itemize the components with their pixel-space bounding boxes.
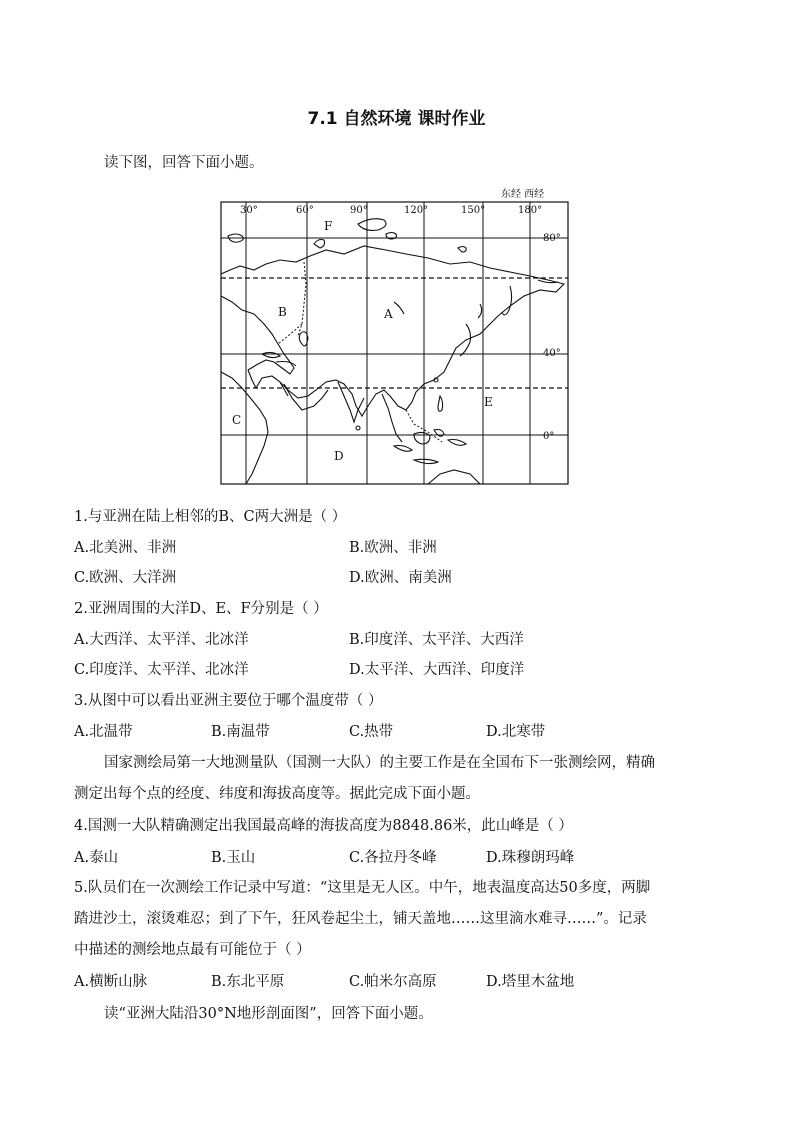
question-2-option-b[interactable]: B.印度洋、太平洋、大西洋 bbox=[349, 632, 524, 648]
question-5-stem-line-1: 5.队员们在一次测绘工作记录中写道：“这里是无人区。中午，地表温度高达50多度，两脚 bbox=[74, 880, 651, 896]
lat-label-0: 0° bbox=[543, 431, 555, 442]
question-3-option-c[interactable]: C.热带 bbox=[349, 724, 394, 740]
question-3-stem: 3.从图中可以看出亚洲主要位于哪个温度带（ ） bbox=[74, 693, 383, 709]
question-5-option-c[interactable]: C.帕米尔高原 bbox=[349, 974, 437, 990]
region-label-d: D bbox=[334, 449, 344, 463]
lon-label-150: 150° bbox=[461, 205, 486, 216]
question-4-option-c[interactable]: C.各拉丹冬峰 bbox=[349, 850, 437, 866]
question-1-option-b[interactable]: B.欧洲、非洲 bbox=[349, 540, 437, 556]
lon-label-180: 180° bbox=[518, 205, 543, 216]
hemisphere-label: 东经 西经 bbox=[501, 189, 545, 200]
intro-text: 读下图，回答下面小题。 bbox=[104, 155, 264, 171]
lon-label-90: 90° bbox=[350, 205, 368, 216]
question-5-stem-line-3: 中描述的测绘地点最有可能位于（ ） bbox=[74, 942, 311, 958]
question-5-option-d[interactable]: D.塔里木盆地 bbox=[486, 974, 575, 990]
lat-label-80: 80° bbox=[543, 233, 561, 244]
lat-label-40: 40° bbox=[543, 348, 561, 359]
intro-text-3: 读“亚洲大陆沿30°N地形剖面图”，回答下面小题。 bbox=[104, 1006, 433, 1022]
question-2-stem: 2.亚洲周围的大洋D、E、F分别是（ ） bbox=[74, 601, 328, 617]
region-label-a: A bbox=[384, 307, 393, 321]
question-2-option-a[interactable]: A.大西洋、太平洋、北冰洋 bbox=[74, 632, 249, 648]
region-label-c: C bbox=[232, 413, 242, 427]
asia-map-figure bbox=[218, 184, 573, 486]
question-5-option-b[interactable]: B.东北平原 bbox=[211, 974, 285, 990]
question-4-option-a[interactable]: A.泰山 bbox=[74, 850, 119, 866]
question-3-option-a[interactable]: A.北温带 bbox=[74, 724, 133, 740]
question-4-stem: 4.国测一大队精确测定出我国最高峰的海拔高度为8848.86米，此山峰是（ ） bbox=[74, 818, 573, 834]
passage-2-line-2: 测定出每个点的经度、纬度和海拔高度等。据此完成下面小题。 bbox=[74, 786, 480, 802]
continent-outlines bbox=[221, 219, 564, 484]
region-label-b: B bbox=[278, 305, 287, 319]
region-label-f: F bbox=[324, 219, 333, 233]
question-1-stem: 1.与亚洲在陆上相邻的B、C两大洲是（ ） bbox=[74, 509, 347, 525]
lon-label-60: 60° bbox=[296, 205, 314, 216]
question-2-option-d[interactable]: D.太平洋、大西洋、印度洋 bbox=[349, 662, 525, 678]
question-5-option-a[interactable]: A.横断山脉 bbox=[74, 974, 148, 990]
question-5-stem-line-2: 踏进沙土，滚烫难忍；到了下午，狂风卷起尘土，铺天盖地……这里滴水难寻……”。记录 bbox=[74, 911, 647, 927]
passage-2-line-1: 国家测绘局第一大地测量队（国测一大队）的主要工作是在全国布下一张测绘网，精确 bbox=[104, 755, 655, 771]
question-1-option-c[interactable]: C.欧洲、大洋洲 bbox=[74, 570, 177, 586]
question-1-option-a[interactable]: A.北美洲、非洲 bbox=[74, 540, 177, 556]
lon-label-30: 30° bbox=[240, 205, 258, 216]
page-title: 7.1 自然环境 课时作业 bbox=[307, 109, 486, 129]
question-3-option-b[interactable]: B.南温带 bbox=[211, 724, 270, 740]
lon-label-120: 120° bbox=[404, 205, 429, 216]
question-3-option-d[interactable]: D.北寒带 bbox=[486, 724, 546, 740]
question-1-option-d[interactable]: D.欧洲、南美洲 bbox=[349, 570, 452, 586]
question-2-option-c[interactable]: C.印度洋、太平洋、北冰洋 bbox=[74, 662, 249, 678]
question-4-option-d[interactable]: D.珠穆朗玛峰 bbox=[486, 850, 575, 866]
question-4-option-b[interactable]: B.玉山 bbox=[211, 850, 256, 866]
region-label-e: E bbox=[484, 395, 493, 409]
